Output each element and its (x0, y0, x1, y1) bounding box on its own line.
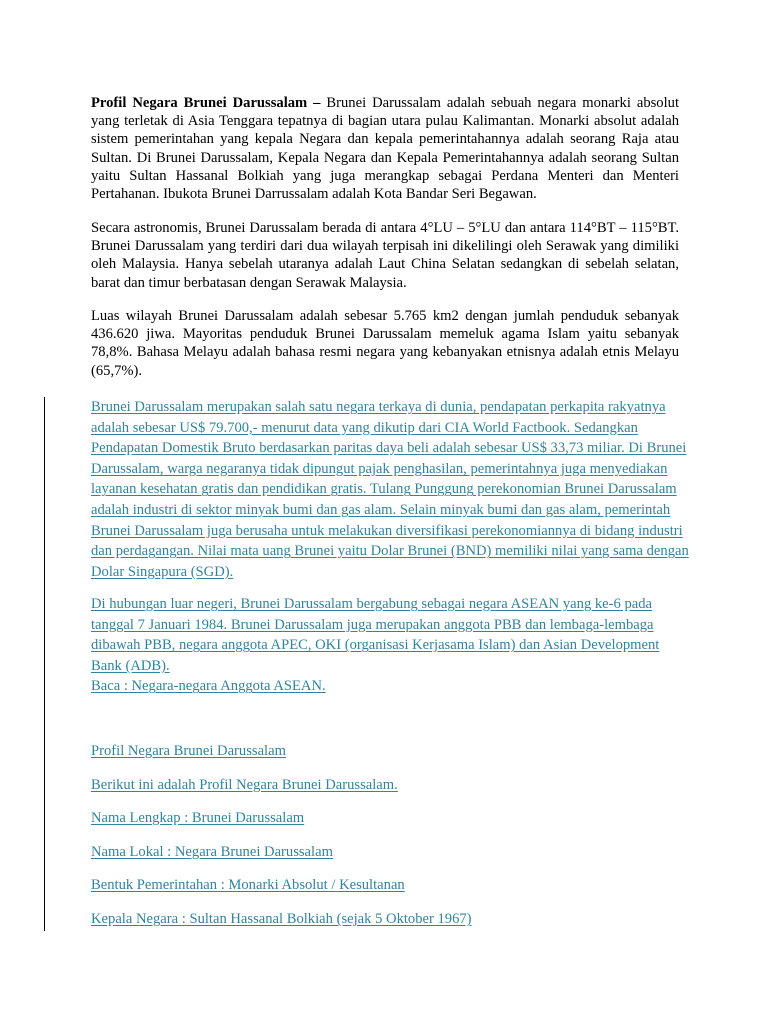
baca-asean-link[interactable]: Baca : Negara-negara Anggota ASEAN. (91, 678, 326, 695)
foreign-relations-paragraph[interactable] (91, 594, 691, 697)
area-population-paragraph: Luas wilayah Brunei Darussalam adalah sebesar 5.765 km2 dengan jumlah penduduk sebanyak 436.620 jiwa. Mayoritas penduduk Brunei Darussalam memeluk agama Islam yaitu sebanyak 78,8%. Bahasa Melayu adalah bahasa resmi negara yang kebanyakan etnisnya adalah etnis Melayu (65,7%). (91, 308, 679, 379)
list-item-head-of-state[interactable]: Kepala Negara : Sultan Hassanal Bolkiah (sejak 5 Oktober 1967) (91, 911, 472, 927)
astronomy-paragraph: Secara astronomis, Brunei Darussalam berada di antara 4°LU – 5°LU dan antara 114°BT – 115°BT. Brunei Darussalam yang terdiri dari dua wilayah terpisah ini dikelilingi oleh Serawak yang dimiliki oleh Malaysia. Hanya sebelah utaranya adalah Laut China Selatan sedangkan di sebelah selatan, barat dan timur berbatasan dengan Serawak Malaysia. (91, 220, 679, 291)
list-item-government[interactable]: Bentuk Pemerintahan : Monarki Absolut / Kesultanan (91, 877, 405, 893)
list-item-full-name[interactable]: Nama Lengkap : Brunei Darussalam (91, 810, 305, 826)
intro-text: Brunei Darussalam adalah sebuah negara monarki absolut yang terletak di Asia Tenggara tepatnya di bagian utara pulau Kalimantan. Monarki absolut adalah sistem pemerintahan yang kepala Negara dan kepala pemerintahannya adalah seorang Raja atau Sultan. Di Brunei Darussalam, Kepala Negara dan Kepala Pemerintahannya adalah seorang Sultan yaitu Sultan Hassanal Bolkiah yang juga merangkap sebagai Perdana Menteri dan Menteri Pertahanan. Ibukota Brunei Darrussalam adalah Kota Bandar Seri Begawan. (91, 95, 679, 203)
intro-lead-bold: Profil Negara Brunei Darussalam – (91, 95, 321, 111)
list-item-intro[interactable]: Berikut ini adalah Profil Negara Brunei Darussalam. (91, 777, 398, 793)
list-item-local-name[interactable]: Nama Lokal : Negara Brunei Darussalam (91, 844, 333, 860)
foreign-relations-link-text[interactable]: Di hubungan luar negeri, Brunei Darussalam bergabung sebagai negara ASEAN yang ke-6 pada tanggal 7 Januari 1984. Brunei Darussalam juga merupakan anggota PBB dan lembaga-lembaga dibawah PBB, negara anggota APEC, OKI (organisasi Kerjasama Islam) dan Asian Development Bank (ADB). (91, 596, 660, 674)
list-item-profile-title[interactable]: Profil Negara Brunei Darussalam (91, 743, 286, 759)
economy-paragraph[interactable] (91, 397, 691, 582)
intro-paragraph (91, 94, 679, 203)
revision-change-bar (44, 397, 45, 931)
economy-link-text[interactable]: Brunei Darussalam merupakan salah satu negara terkaya di dunia, pendapatan perkapita rakyatnya adalah sebesar US$ 79.700,- menurut data yang dikutip dari CIA World Factbook. Sedangkan Pendapatan Domestik Bruto berdasarkan paritas daya beli adalah sebesar US$ 33,73 miliar. Di Brunei Darussalam, warga negaranya tidak dipungut pajak penghasilan, pemerintahnya juga menyediakan layanan kesehatan gratis dan pendidikan gratis. Tulang Punggung perekonomian Brunei Darussalam adalah industri di sektor minyak bumi dan gas alam. Selain minyak bumi dan gas alam, pemerintah Brunei Darussalam juga berusaha untuk melakukan diversifikasi perekonomiannya di bidang industri dan perdagangan. Nilai mata uang Brunei yaitu Dolar Brunei (BND) memiliki nilai yang sama dengan Dolar Singapura (SGD). (91, 399, 689, 580)
